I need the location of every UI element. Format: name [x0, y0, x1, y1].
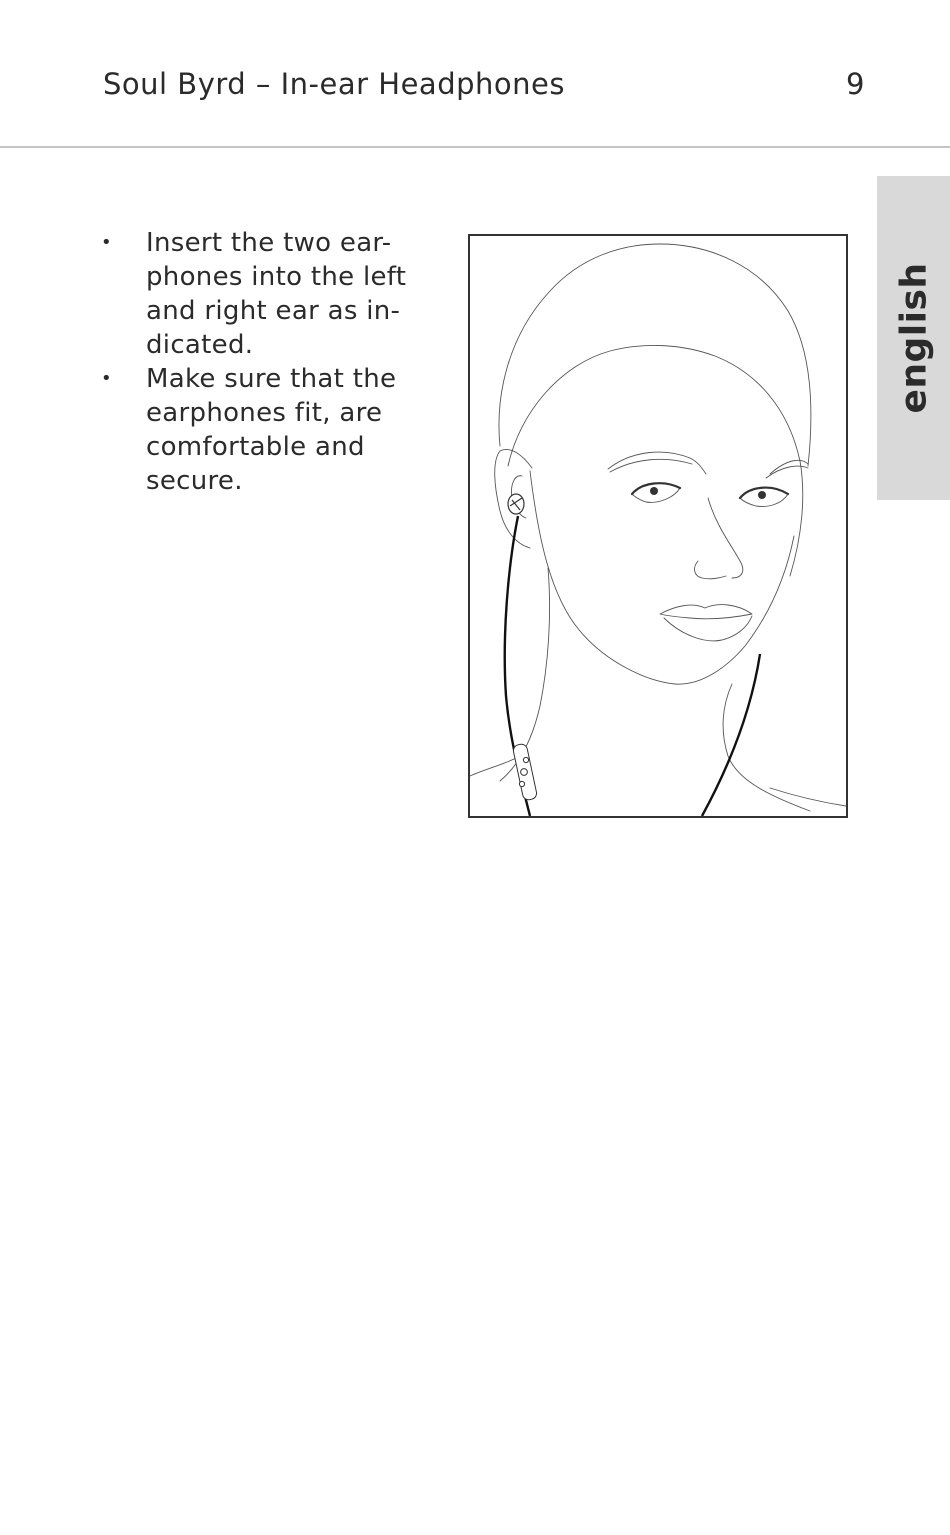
- face-with-earphones-illustration: [468, 234, 848, 818]
- nose-base: [695, 561, 726, 579]
- earbud-icon: [508, 494, 524, 514]
- neck-right: [723, 684, 810, 811]
- lower-lip: [664, 616, 752, 641]
- instruction-line: Insert the two ear-: [146, 228, 392, 258]
- language-tab: [877, 176, 950, 500]
- instruction-line: Make sure that the: [146, 364, 397, 394]
- right-cable: [702, 654, 760, 816]
- instruction-line: comfortable and: [146, 432, 365, 462]
- upper-lip: [660, 605, 752, 619]
- left-eyebrow-lower: [610, 459, 692, 472]
- left-jaw: [530, 471, 794, 684]
- nose-bridge: [708, 498, 743, 578]
- left-shoulder: [470, 756, 520, 776]
- instruction-line: dicated.: [146, 330, 254, 360]
- instruction-list: [100, 226, 440, 498]
- page-header: [0, 0, 950, 148]
- list-item: [100, 226, 440, 362]
- bullet-icon: •: [101, 232, 112, 253]
- hairline: [508, 345, 803, 576]
- right-pupil: [758, 491, 766, 499]
- inline-remote-icon: [512, 743, 537, 801]
- right-shoulder: [770, 788, 846, 806]
- language-label: english: [893, 262, 934, 414]
- left-pupil: [650, 487, 658, 495]
- face-line-drawing-icon: [470, 236, 846, 816]
- bullet-icon: •: [101, 368, 112, 389]
- running-title: Soul Byrd – In-ear Headphones: [103, 67, 565, 101]
- instruction-line: phones into the left: [146, 262, 407, 292]
- left-eyebrow: [608, 452, 706, 474]
- hair-outline: [499, 244, 811, 466]
- instruction-line: and right ear as in-: [146, 296, 401, 326]
- page-number: 9: [846, 67, 865, 101]
- instruction-line: earphones fit, are: [146, 398, 383, 428]
- instruction-line: secure.: [146, 466, 243, 496]
- list-item: [100, 362, 440, 498]
